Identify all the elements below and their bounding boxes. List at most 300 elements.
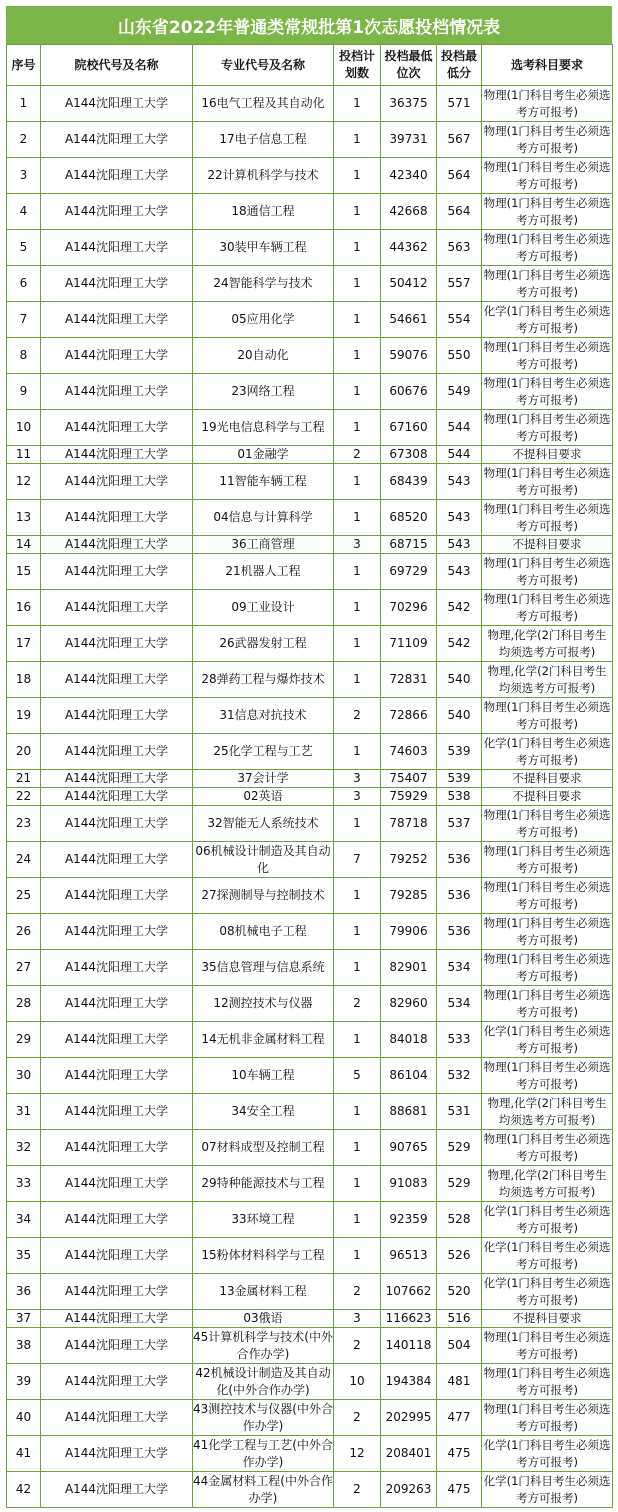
major-cell: 36工商管理	[193, 536, 334, 554]
school-cell: A144沈阳理工大学	[41, 1130, 193, 1166]
school-cell: A144沈阳理工大学	[41, 662, 193, 698]
table-row	[7, 1310, 613, 1328]
plan-cell: 1	[334, 1238, 381, 1274]
major-cell: 31信息对抗技术	[193, 698, 334, 734]
requirement-cell: 不提科目要求	[482, 770, 613, 788]
requirement-cell: 物理(1门科目考生必须选考方可报考)	[482, 1364, 613, 1400]
major-cell: 24智能科学与技术	[193, 266, 334, 302]
requirement-cell: 物理,化学(2门科目考生均须选考方可报考)	[482, 1094, 613, 1130]
rank-cell: 44362	[381, 230, 437, 266]
seq-cell: 37	[7, 1310, 41, 1328]
score-cell: 504	[437, 1328, 482, 1364]
seq-cell: 42	[7, 1472, 41, 1508]
rank-cell: 96513	[381, 1238, 437, 1274]
major-cell: 05应用化学	[193, 302, 334, 338]
plan-cell: 1	[334, 410, 381, 446]
table-row	[7, 446, 613, 464]
school-cell: A144沈阳理工大学	[41, 1022, 193, 1058]
table-row	[7, 122, 613, 158]
rank-cell: 75407	[381, 770, 437, 788]
major-cell: 13金属材料工程	[193, 1274, 334, 1310]
score-cell: 528	[437, 1202, 482, 1238]
table-row	[7, 266, 613, 302]
rank-cell: 79285	[381, 878, 437, 914]
plan-cell: 1	[334, 1094, 381, 1130]
school-cell: A144沈阳理工大学	[41, 1202, 193, 1238]
score-cell: 557	[437, 266, 482, 302]
major-cell: 22计算机科学与技术	[193, 158, 334, 194]
school-cell: A144沈阳理工大学	[41, 374, 193, 410]
major-cell: 16电气工程及其自动化	[193, 86, 334, 122]
major-cell: 30装甲车辆工程	[193, 230, 334, 266]
requirement-cell: 物理,化学(2门科目考生均须选考方可报考)	[482, 1166, 613, 1202]
score-cell: 536	[437, 878, 482, 914]
requirement-cell: 化学(1门科目考生必须选考方可报考)	[482, 1238, 613, 1274]
table-row	[7, 914, 613, 950]
seq-cell: 38	[7, 1328, 41, 1364]
requirement-cell: 化学(1门科目考生必须选考方可报考)	[482, 1202, 613, 1238]
plan-cell: 1	[334, 374, 381, 410]
seq-cell: 33	[7, 1166, 41, 1202]
rank-cell: 42668	[381, 194, 437, 230]
major-cell: 23网络工程	[193, 374, 334, 410]
table-row	[7, 1130, 613, 1166]
requirement-cell: 不提科目要求	[482, 446, 613, 464]
requirement-cell: 物理(1门科目考生必须选考方可报考)	[482, 464, 613, 500]
school-cell: A144沈阳理工大学	[41, 842, 193, 878]
score-cell: 554	[437, 302, 482, 338]
school-cell: A144沈阳理工大学	[41, 158, 193, 194]
plan-cell: 3	[334, 1310, 381, 1328]
plan-cell: 1	[334, 230, 381, 266]
plan-cell: 1	[334, 734, 381, 770]
school-cell: A144沈阳理工大学	[41, 1364, 193, 1400]
major-cell: 37会计学	[193, 770, 334, 788]
requirement-cell: 物理(1门科目考生必须选考方可报考)	[482, 374, 613, 410]
seq-cell: 15	[7, 554, 41, 590]
plan-cell: 1	[334, 500, 381, 536]
score-cell: 542	[437, 590, 482, 626]
score-cell: 543	[437, 500, 482, 536]
seq-cell: 22	[7, 788, 41, 806]
major-cell: 11智能车辆工程	[193, 464, 334, 500]
plan-cell: 10	[334, 1364, 381, 1400]
major-cell: 33环境工程	[193, 1202, 334, 1238]
table-row	[7, 374, 613, 410]
plan-cell: 3	[334, 536, 381, 554]
score-cell: 550	[437, 338, 482, 374]
plan-cell: 1	[334, 1166, 381, 1202]
requirement-cell: 不提科目要求	[482, 788, 613, 806]
seq-cell: 31	[7, 1094, 41, 1130]
school-cell: A144沈阳理工大学	[41, 734, 193, 770]
requirement-cell: 物理(1门科目考生必须选考方可报考)	[482, 1058, 613, 1094]
table-row	[7, 734, 613, 770]
rank-cell: 140118	[381, 1328, 437, 1364]
major-cell: 12测控技术与仪器	[193, 986, 334, 1022]
rank-cell: 84018	[381, 1022, 437, 1058]
score-cell: 477	[437, 1400, 482, 1436]
seq-cell: 4	[7, 194, 41, 230]
requirement-cell: 化学(1门科目考生必须选考方可报考)	[482, 1274, 613, 1310]
requirement-cell: 物理(1门科目考生必须选考方可报考)	[482, 122, 613, 158]
requirement-cell: 化学(1门科目考生必须选考方可报考)	[482, 734, 613, 770]
seq-cell: 13	[7, 500, 41, 536]
rank-cell: 60676	[381, 374, 437, 410]
requirement-cell: 不提科目要求	[482, 1310, 613, 1328]
major-cell: 14无机非金属材料工程	[193, 1022, 334, 1058]
header-cell: 序号	[7, 45, 41, 86]
requirement-cell: 物理,化学(2门科目考生均须选考方可报考)	[482, 662, 613, 698]
table-row	[7, 1364, 613, 1400]
seq-cell: 40	[7, 1400, 41, 1436]
table-row	[7, 788, 613, 806]
plan-cell: 1	[334, 554, 381, 590]
rank-cell: 59076	[381, 338, 437, 374]
requirement-cell: 不提科目要求	[482, 536, 613, 554]
plan-cell: 5	[334, 1058, 381, 1094]
major-cell: 44金属材料工程(中外合作办学)	[193, 1472, 334, 1508]
table-row	[7, 986, 613, 1022]
requirement-cell: 物理(1门科目考生必须选考方可报考)	[482, 842, 613, 878]
requirement-cell: 化学(1门科目考生必须选考方可报考)	[482, 302, 613, 338]
school-cell: A144沈阳理工大学	[41, 500, 193, 536]
plan-cell: 1	[334, 158, 381, 194]
plan-cell: 1	[334, 266, 381, 302]
table-row	[7, 806, 613, 842]
seq-cell: 36	[7, 1274, 41, 1310]
seq-cell: 18	[7, 662, 41, 698]
requirement-cell: 物理(1门科目考生必须选考方可报考)	[482, 338, 613, 374]
school-cell: A144沈阳理工大学	[41, 302, 193, 338]
requirement-cell: 物理,化学(2门科目考生均须选考方可报考)	[482, 626, 613, 662]
plan-cell: 7	[334, 842, 381, 878]
major-cell: 27探测制导与控制技术	[193, 878, 334, 914]
table-row	[7, 770, 613, 788]
seq-cell: 11	[7, 446, 41, 464]
requirement-cell: 化学(1门科目考生必须选考方可报考)	[482, 1436, 613, 1472]
score-cell: 531	[437, 1094, 482, 1130]
school-cell: A144沈阳理工大学	[41, 698, 193, 734]
school-cell: A144沈阳理工大学	[41, 536, 193, 554]
requirement-cell: 物理(1门科目考生必须选考方可报考)	[482, 230, 613, 266]
major-cell: 09工业设计	[193, 590, 334, 626]
score-cell: 520	[437, 1274, 482, 1310]
score-cell: 544	[437, 410, 482, 446]
rank-cell: 68439	[381, 464, 437, 500]
table-row	[7, 1094, 613, 1130]
requirement-cell: 化学(1门科目考生必须选考方可报考)	[482, 1022, 613, 1058]
rank-cell: 69729	[381, 554, 437, 590]
rank-cell: 208401	[381, 1436, 437, 1472]
school-cell: A144沈阳理工大学	[41, 1166, 193, 1202]
school-cell: A144沈阳理工大学	[41, 554, 193, 590]
plan-cell: 1	[334, 464, 381, 500]
rank-cell: 116623	[381, 1310, 437, 1328]
rank-cell: 79252	[381, 842, 437, 878]
rank-cell: 202995	[381, 1400, 437, 1436]
major-cell: 08机械电子工程	[193, 914, 334, 950]
table-row	[7, 554, 613, 590]
school-cell: A144沈阳理工大学	[41, 626, 193, 662]
seq-cell: 27	[7, 950, 41, 986]
plan-cell: 2	[334, 1472, 381, 1508]
plan-cell: 1	[334, 806, 381, 842]
score-cell: 543	[437, 464, 482, 500]
header-cell: 选考科目要求	[482, 45, 613, 86]
plan-cell: 2	[334, 986, 381, 1022]
score-cell: 563	[437, 230, 482, 266]
table-row	[7, 1400, 613, 1436]
score-cell: 540	[437, 662, 482, 698]
requirement-cell: 物理(1门科目考生必须选考方可报考)	[482, 1328, 613, 1364]
seq-cell: 20	[7, 734, 41, 770]
score-cell: 475	[437, 1472, 482, 1508]
rank-cell: 72831	[381, 662, 437, 698]
table-row	[7, 1328, 613, 1364]
score-cell: 543	[437, 554, 482, 590]
plan-cell: 1	[334, 914, 381, 950]
school-cell: A144沈阳理工大学	[41, 986, 193, 1022]
header-cell: 投档计划数	[334, 45, 381, 86]
header-cell: 院校代号及名称	[41, 45, 193, 86]
seq-cell: 34	[7, 1202, 41, 1238]
score-cell: 533	[437, 1022, 482, 1058]
plan-cell: 1	[334, 950, 381, 986]
school-cell: A144沈阳理工大学	[41, 878, 193, 914]
seq-cell: 6	[7, 266, 41, 302]
plan-cell: 1	[334, 302, 381, 338]
rank-cell: 42340	[381, 158, 437, 194]
seq-cell: 10	[7, 410, 41, 446]
school-cell: A144沈阳理工大学	[41, 950, 193, 986]
major-cell: 04信息与计算科学	[193, 500, 334, 536]
school-cell: A144沈阳理工大学	[41, 1058, 193, 1094]
table-row	[7, 230, 613, 266]
school-cell: A144沈阳理工大学	[41, 122, 193, 158]
plan-cell: 1	[334, 626, 381, 662]
table-row	[7, 1274, 613, 1310]
score-cell: 543	[437, 536, 482, 554]
rank-cell: 67308	[381, 446, 437, 464]
table-row	[7, 410, 613, 446]
school-cell: A144沈阳理工大学	[41, 1310, 193, 1328]
major-cell: 21机器人工程	[193, 554, 334, 590]
major-cell: 06机械设计制造及其自动化	[193, 842, 334, 878]
table-row	[7, 1022, 613, 1058]
major-cell: 25化学工程与工艺	[193, 734, 334, 770]
requirement-cell: 物理(1门科目考生必须选考方可报考)	[482, 500, 613, 536]
major-cell: 29特种能源技术与工程	[193, 1166, 334, 1202]
plan-cell: 2	[334, 1400, 381, 1436]
rank-cell: 82960	[381, 986, 437, 1022]
plan-cell: 1	[334, 1022, 381, 1058]
requirement-cell: 物理(1门科目考生必须选考方可报考)	[482, 1130, 613, 1166]
seq-cell: 41	[7, 1436, 41, 1472]
requirement-cell: 物理(1门科目考生必须选考方可报考)	[482, 158, 613, 194]
seq-cell: 12	[7, 464, 41, 500]
header-cell: 投档最低分	[437, 45, 482, 86]
score-cell: 538	[437, 788, 482, 806]
major-cell: 43测控技术与仪器(中外合作办学)	[193, 1400, 334, 1436]
plan-cell: 1	[334, 878, 381, 914]
seq-cell: 17	[7, 626, 41, 662]
table-row	[7, 86, 613, 122]
school-cell: A144沈阳理工大学	[41, 806, 193, 842]
score-cell: 549	[437, 374, 482, 410]
table-row	[7, 1058, 613, 1094]
school-cell: A144沈阳理工大学	[41, 410, 193, 446]
school-cell: A144沈阳理工大学	[41, 194, 193, 230]
score-cell: 571	[437, 86, 482, 122]
rank-cell: 78718	[381, 806, 437, 842]
plan-cell: 1	[334, 194, 381, 230]
rank-cell: 50412	[381, 266, 437, 302]
rank-cell: 82901	[381, 950, 437, 986]
rank-cell: 75929	[381, 788, 437, 806]
score-cell: 540	[437, 698, 482, 734]
plan-cell: 2	[334, 1274, 381, 1310]
school-cell: A144沈阳理工大学	[41, 1436, 193, 1472]
rank-cell: 68520	[381, 500, 437, 536]
major-cell: 32智能无人系统技术	[193, 806, 334, 842]
school-cell: A144沈阳理工大学	[41, 266, 193, 302]
major-cell: 28弹药工程与爆炸技术	[193, 662, 334, 698]
seq-cell: 16	[7, 590, 41, 626]
table-row	[7, 698, 613, 734]
school-cell: A144沈阳理工大学	[41, 446, 193, 464]
table-row	[7, 158, 613, 194]
header-cell: 专业代号及名称	[193, 45, 334, 86]
requirement-cell: 物理(1门科目考生必须选考方可报考)	[482, 86, 613, 122]
requirement-cell: 物理(1门科目考生必须选考方可报考)	[482, 878, 613, 914]
plan-cell: 2	[334, 698, 381, 734]
seq-cell: 28	[7, 986, 41, 1022]
score-cell: 534	[437, 950, 482, 986]
rank-cell: 67160	[381, 410, 437, 446]
requirement-cell: 物理(1门科目考生必须选考方可报考)	[482, 590, 613, 626]
seq-cell: 5	[7, 230, 41, 266]
plan-cell: 1	[334, 590, 381, 626]
requirement-cell: 物理(1门科目考生必须选考方可报考)	[482, 986, 613, 1022]
major-cell: 19光电信息科学与工程	[193, 410, 334, 446]
requirement-cell: 物理(1门科目考生必须选考方可报考)	[482, 698, 613, 734]
plan-cell: 1	[334, 338, 381, 374]
major-cell: 26武器发射工程	[193, 626, 334, 662]
seq-cell: 19	[7, 698, 41, 734]
major-cell: 15粉体材料科学与工程	[193, 1238, 334, 1274]
admission-table	[6, 44, 613, 1508]
rank-cell: 92359	[381, 1202, 437, 1238]
school-cell: A144沈阳理工大学	[41, 788, 193, 806]
major-cell: 01金融学	[193, 446, 334, 464]
school-cell: A144沈阳理工大学	[41, 1274, 193, 1310]
school-cell: A144沈阳理工大学	[41, 1472, 193, 1508]
rank-cell: 70296	[381, 590, 437, 626]
score-cell: 536	[437, 914, 482, 950]
rank-cell: 209263	[381, 1472, 437, 1508]
major-cell: 35信息管理与信息系统	[193, 950, 334, 986]
school-cell: A144沈阳理工大学	[41, 1094, 193, 1130]
school-cell: A144沈阳理工大学	[41, 338, 193, 374]
rank-cell: 107662	[381, 1274, 437, 1310]
seq-cell: 7	[7, 302, 41, 338]
seq-cell: 39	[7, 1364, 41, 1400]
major-cell: 03俄语	[193, 1310, 334, 1328]
requirement-cell: 物理(1门科目考生必须选考方可报考)	[482, 950, 613, 986]
score-cell: 529	[437, 1166, 482, 1202]
rank-cell: 39731	[381, 122, 437, 158]
requirement-cell: 物理(1门科目考生必须选考方可报考)	[482, 1400, 613, 1436]
seq-cell: 21	[7, 770, 41, 788]
major-cell: 10车辆工程	[193, 1058, 334, 1094]
table-row	[7, 302, 613, 338]
school-cell: A144沈阳理工大学	[41, 230, 193, 266]
major-cell: 20自动化	[193, 338, 334, 374]
score-cell: 567	[437, 122, 482, 158]
school-cell: A144沈阳理工大学	[41, 1238, 193, 1274]
table-row	[7, 1472, 613, 1508]
requirement-cell: 物理(1门科目考生必须选考方可报考)	[482, 410, 613, 446]
seq-cell: 23	[7, 806, 41, 842]
major-cell: 42机械设计制造及其自动化(中外合作办学)	[193, 1364, 334, 1400]
score-cell: 539	[437, 734, 482, 770]
rank-cell: 90765	[381, 1130, 437, 1166]
school-cell: A144沈阳理工大学	[41, 86, 193, 122]
seq-cell: 29	[7, 1022, 41, 1058]
score-cell: 539	[437, 770, 482, 788]
school-cell: A144沈阳理工大学	[41, 464, 193, 500]
school-cell: A144沈阳理工大学	[41, 1328, 193, 1364]
table-row	[7, 878, 613, 914]
seq-cell: 2	[7, 122, 41, 158]
major-cell: 18通信工程	[193, 194, 334, 230]
seq-cell: 30	[7, 1058, 41, 1094]
plan-cell: 2	[334, 446, 381, 464]
plan-cell: 1	[334, 86, 381, 122]
seq-cell: 14	[7, 536, 41, 554]
plan-cell: 1	[334, 1130, 381, 1166]
rank-cell: 86104	[381, 1058, 437, 1094]
seq-cell: 9	[7, 374, 41, 410]
requirement-cell: 物理(1门科目考生必须选考方可报考)	[482, 194, 613, 230]
major-cell: 45计算机科学与技术(中外合作办学)	[193, 1328, 334, 1364]
table-row	[7, 536, 613, 554]
table-row	[7, 662, 613, 698]
plan-cell: 3	[334, 770, 381, 788]
table-row	[7, 842, 613, 878]
plan-cell: 1	[334, 1202, 381, 1238]
header-row	[7, 45, 613, 86]
score-cell: 537	[437, 806, 482, 842]
seq-cell: 26	[7, 914, 41, 950]
school-cell: A144沈阳理工大学	[41, 1400, 193, 1436]
rank-cell: 79906	[381, 914, 437, 950]
rank-cell: 72866	[381, 698, 437, 734]
table-row	[7, 590, 613, 626]
score-cell: 536	[437, 842, 482, 878]
score-cell: 529	[437, 1130, 482, 1166]
score-cell: 481	[437, 1364, 482, 1400]
table-row	[7, 1202, 613, 1238]
plan-cell: 1	[334, 122, 381, 158]
rank-cell: 74603	[381, 734, 437, 770]
requirement-cell: 物理(1门科目考生必须选考方可报考)	[482, 554, 613, 590]
table-row	[7, 194, 613, 230]
score-cell: 475	[437, 1436, 482, 1472]
header-cell: 投档最低位次	[381, 45, 437, 86]
rank-cell: 91083	[381, 1166, 437, 1202]
